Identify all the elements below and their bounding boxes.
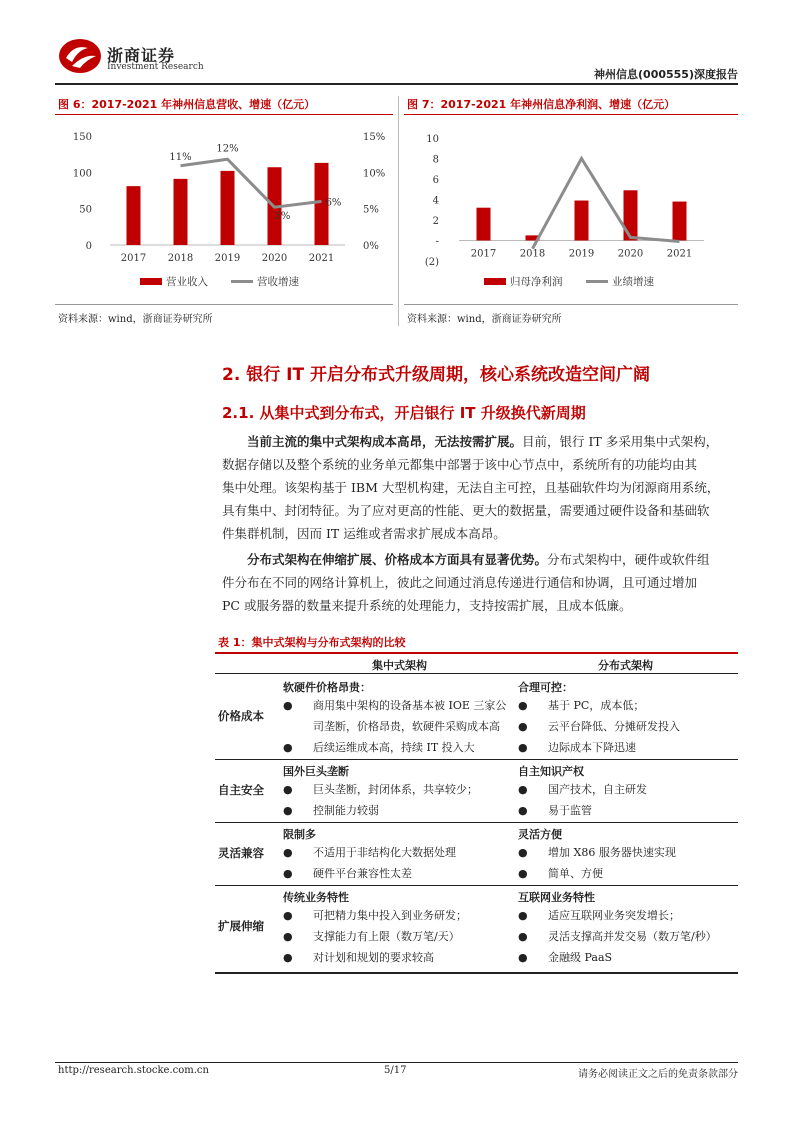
bullet-icon: ●	[283, 909, 293, 922]
series-line	[181, 159, 322, 207]
bullet-text: 云平台降低、分摊研发投入	[548, 720, 680, 733]
y-tick-label: (2)	[424, 257, 439, 268]
legend-label: 营收增速	[257, 276, 299, 288]
figure6-title: 图 6：2017-2021 年神州信息营收、增速（亿元）	[58, 98, 316, 111]
bullet-text: 巨头垄断，封闭体系，共享较少；	[313, 783, 478, 796]
dist-head: 自主知识产权	[518, 765, 584, 778]
x-tick-label: 2021	[666, 248, 693, 260]
paragraph-2-line: PC 或服务器的数量来提升系统的处理能力，支持按需扩展，且成本低廉。	[222, 598, 632, 613]
table-bottom-rule	[215, 972, 738, 974]
bullet-icon: ●	[283, 699, 293, 712]
bullet-icon: ●	[283, 930, 293, 943]
bullet-icon: ●	[283, 846, 293, 859]
legend-label: 业绩增速	[612, 276, 654, 288]
legend-label: 归母净利润	[510, 276, 563, 288]
bullet-icon: ●	[518, 846, 528, 859]
section-heading: 2. 银行 IT 开启分布式升级周期，核心系统改造空间广阔	[222, 365, 650, 385]
bullet-text: 支撑能力有上限（数万笔/天）	[313, 930, 460, 943]
bullet-text: 后续运维成本高，持续 IT 投入大	[313, 741, 475, 754]
bullet-text: 硬件平台兼容性太差	[313, 867, 412, 880]
central-head: 软硬件价格昂贵：	[283, 681, 371, 694]
footer-disclaimer: 请务必阅读正文之后的免责条款部分	[578, 1069, 738, 1080]
bar	[127, 186, 141, 245]
central-head: 限制多	[283, 828, 316, 841]
bar	[174, 179, 188, 245]
central-head: 传统业务特性	[283, 891, 349, 904]
paragraph-1-line: 具有集中、封闭特征。为了应对更高的性能、更大的数据量，需要通过硬件设备和基础软	[222, 503, 710, 518]
paragraph-2	[222, 548, 737, 617]
report-title: 神州信息(000555)深度报告	[594, 68, 738, 81]
y-tick-label: 100	[72, 168, 92, 180]
bullet-text: 商用集中架构的设备基本被 IOE 三家公	[313, 699, 507, 712]
y2-tick-label: 15%	[363, 132, 386, 143]
bullet-text: 国产技术，自主研发	[548, 783, 647, 796]
x-tick-label: 2017	[470, 248, 497, 260]
bullet-icon: ●	[283, 867, 293, 880]
bullet-text: 不适用于非结构化大数据处理	[313, 846, 456, 859]
y-tick-label: 8	[432, 154, 439, 166]
paragraph-2-line: 分布式架构中，硬件或软件组	[547, 552, 710, 567]
figure6-source: 资料来源：wind，浙商证券研究所	[58, 314, 213, 325]
x-tick-label: 2020	[261, 253, 288, 264]
x-tick-label: 2018	[167, 253, 194, 264]
figure7-source-rule	[404, 304, 738, 305]
table-title: 表 1：集中式架构与分布式架构的比较	[218, 636, 406, 649]
paragraph-1-line: 集中处理。该架构基于 IBM 大型机构建，无法自主可控，且基础软件均为闭源商用系统，	[222, 480, 720, 495]
bullet-icon: ●	[518, 804, 528, 817]
dist-head: 互联网业务特性	[518, 891, 595, 904]
bullet-icon: ●	[518, 699, 528, 712]
data-label: 5%	[274, 211, 291, 223]
y2-tick-label: 0%	[363, 241, 379, 252]
row-label: 扩展伸缩	[218, 919, 264, 933]
figure6-title-rule	[55, 114, 393, 115]
bullet-icon: ●	[283, 783, 293, 796]
figure-divider	[398, 96, 399, 326]
bullet-icon: ●	[283, 741, 293, 754]
x-tick-label: 2017	[120, 253, 147, 264]
y-tick-label: 50	[79, 204, 92, 216]
paragraph-2-line: 件分布在不同的网络计算机上，彼此之间通过消息传递进行通信和协调，且可通过增加	[222, 575, 698, 590]
logo-subtitle: Investment Research	[107, 62, 204, 72]
bullet-text: 司垄断，价格昂贵，软硬件采购成本高	[313, 720, 500, 733]
x-tick-label: 2021	[308, 253, 335, 264]
bar	[624, 190, 638, 240]
x-tick-label: 2018	[519, 248, 546, 260]
bullet-text: 适应互联网业务突发增长；	[548, 909, 680, 922]
bullet-text: 易于监管	[548, 804, 592, 817]
bar	[477, 208, 491, 241]
y-tick-label: 0	[85, 241, 92, 252]
bullet-text: 边际成本下降迅速	[548, 741, 636, 754]
paragraph-1	[222, 430, 737, 545]
series-line	[533, 159, 680, 249]
bullet-icon: ●	[283, 804, 293, 817]
row-rule	[215, 759, 738, 760]
footer-url[interactable]: http://research.stocke.com.cn	[58, 1065, 209, 1076]
y-tick-label: 10	[426, 134, 439, 145]
dist-head: 合理可控：	[518, 681, 573, 694]
bullet-text: 增加 X86 服务器快速实现	[548, 846, 676, 859]
footer-rule	[55, 1062, 738, 1063]
figure6-source-rule	[55, 304, 393, 305]
bullet-icon: ●	[518, 867, 528, 880]
paragraph-1-line: 件集群机制，因而 IT 运维或者需求扩展成本高昂。	[222, 526, 506, 541]
bullet-text: 可把精力集中投入到业务研发；	[313, 909, 467, 922]
bullet-icon: ●	[518, 741, 528, 754]
bullet-text: 基于 PC，成本低；	[548, 699, 645, 712]
row-label: 自主安全	[218, 783, 264, 797]
legend-swatch-bar	[140, 278, 162, 285]
figure6-chart	[55, 118, 395, 300]
bar	[673, 202, 687, 241]
col-header-distributed: 分布式架构	[598, 659, 653, 672]
bullet-icon: ●	[518, 783, 528, 796]
row-rule	[215, 822, 738, 823]
figure7-source: 资料来源：wind，浙商证券研究所	[407, 314, 562, 325]
x-tick-label: 2019	[568, 248, 595, 260]
bullet-text: 金融级 PaaS	[548, 951, 613, 964]
bullet-text: 控制能力较弱	[313, 804, 379, 817]
dist-head: 灵活方便	[518, 828, 562, 841]
row-label: 价格成本	[218, 709, 264, 723]
y2-tick-label: 5%	[363, 204, 379, 216]
legend-label: 营业收入	[166, 276, 208, 288]
y2-tick-label: 10%	[363, 168, 386, 180]
header-rule	[55, 83, 738, 85]
subsection-heading: 2.1. 从集中式到分布式，开启银行 IT 升级换代新周期	[222, 404, 586, 422]
paragraph-1-line: 数据存储以及整个系统的业务单元都集中部署于该中心节点中，系统所有的功能均由其	[222, 457, 698, 472]
bullet-icon: ●	[518, 951, 528, 964]
paragraph-2-lead: 分布式架构在伸缩扩展、价格成本方面具有显著优势。	[247, 552, 548, 567]
legend-swatch-bar	[484, 278, 506, 285]
y-tick-label: 150	[72, 132, 92, 143]
logo-icon	[58, 38, 102, 74]
y-tick-label: 6	[432, 175, 439, 186]
table-top-rule	[215, 652, 738, 654]
figure7-chart	[404, 118, 738, 300]
page-number: 5/17	[384, 1065, 407, 1076]
bullet-icon: ●	[518, 720, 528, 733]
bullet-icon: ●	[518, 930, 528, 943]
bar	[221, 171, 235, 245]
data-label: 11%	[169, 151, 192, 163]
logo-text: 浙商证券	[107, 46, 176, 65]
y-tick-label: 2	[432, 216, 439, 227]
figure7-title: 图 7：2017-2021 年神州信息净利润、增速（亿元）	[407, 98, 676, 111]
data-label: 6%	[325, 197, 342, 209]
bullet-icon: ●	[518, 909, 528, 922]
bar	[575, 201, 589, 241]
y-tick-label: 4	[432, 195, 439, 207]
x-tick-label: 2020	[617, 248, 644, 260]
figure7-title-rule	[404, 114, 738, 115]
table-header-rule	[215, 673, 738, 674]
bullet-text: 灵活支撑高并发交易（数万笔/秒）	[548, 930, 717, 943]
central-head: 国外巨头垄断	[283, 765, 349, 778]
row-rule	[215, 885, 738, 886]
y-tick-label: -	[435, 236, 439, 248]
bullet-text: 对计划和规划的要求较高	[313, 951, 434, 964]
row-label: 灵活兼容	[218, 846, 264, 860]
col-header-central: 集中式架构	[372, 659, 427, 672]
data-label: 12%	[216, 143, 239, 155]
paragraph-1-line: 目前，银行 IT 多采用集中式架构，	[522, 434, 719, 449]
bullet-text: 简单、方便	[548, 867, 603, 880]
bullet-icon: ●	[283, 951, 293, 964]
paragraph-1-lead: 当前主流的集中式架构成本高昂，无法按需扩展。	[247, 434, 523, 449]
x-tick-label: 2019	[214, 253, 241, 264]
